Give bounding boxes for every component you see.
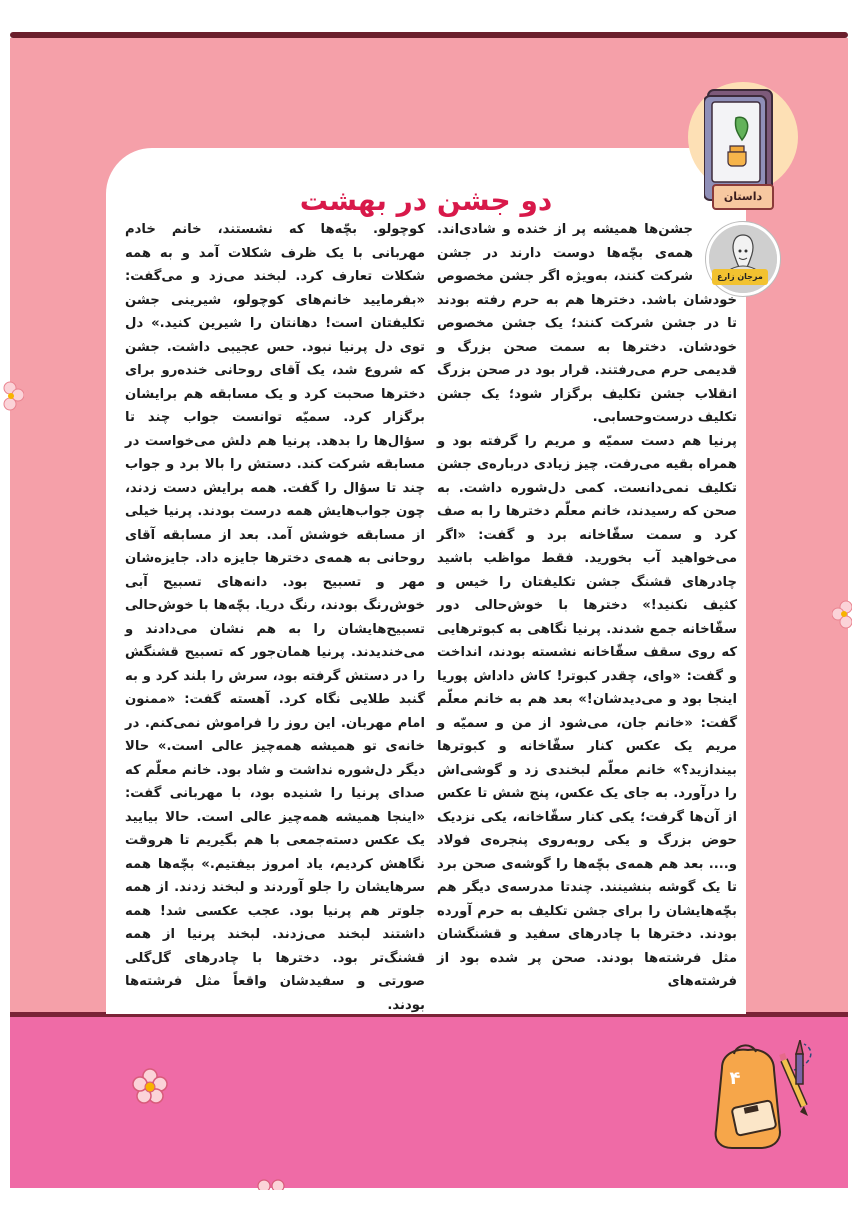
article-title: دو جشن در بهشت (299, 183, 553, 217)
flower-icon (256, 1176, 286, 1190)
flower-icon (2, 380, 24, 414)
flower-icon (132, 1068, 168, 1104)
author-badge-space (699, 220, 767, 288)
genre-label: داستان (712, 184, 774, 210)
page-number: ۴ (729, 1068, 741, 1089)
backpack-icon (708, 1040, 818, 1152)
author-name: مرجان زارع (712, 269, 768, 285)
article-column-right (437, 218, 737, 1008)
article-column-left (125, 218, 425, 1013)
paragraph: پرنیا هم دست سمیّه و مریم را گرفته بود و همراه بقیه می‌رفت. چیز زیادی درباره‌ی جشن تکلیف نمی‌دانست. کمی دل‌شوره داشت. به صحن که رسیدند، خانم معلّم دخترها را به صف کرد و سمت سقّاخانه برد و گفت: «اگر می‌خواهید آب بخورید. فقط مواظب باشید چادرهای قشنگ جشن تکلیفتان را خیس و کثیف نکنید!» دخترها با خوش‌حالی دور سقّاخانه جمع شدند. پرنیا نگاهی به کبوترهایی که روی سقف سقّاخانه نشسته بودند، انداخت و گفت: «وای، چقدر کبوتر! کاش داداش پوریا اینجا بود و می‌دیدشان!» بعد هم به خانم معلّم گفت: «خانم جان، می‌شود از من و سمیّه و مریم یک عکس کنار سقّاخانه و کبوترها بیندازید؟» خانم معلّم لبخندی زد و گوشی‌اش را درآورد. به جای یک عکس، پنج شش تا عکس از آن‌ها گرفت؛ یکی کنار سقّاخانه، یکی نزدیک حوض بزرگ و یکی روبه‌روی پنجره‌ی فولاد و.... بعد هم همه‌ی بچّه‌ها را گوشه‌ی صحن برد تا یک گوشه بنشینند. چندتا مدرسه‌ی دیگر هم بچّه‌هایشان را برای جشن تکلیف به حرم آورده بودند. دخترها با چادرهای سفید و قشنگشان مثل فرشته‌ها بودند. صحن پر شده بود از فرشته‌های (437, 433, 737, 989)
flower-icon (832, 600, 852, 630)
paragraph: کوچولو. بچّه‌ها که نشستند، خانم خادم مهربانی با یک ظرف شکلات آمد و به همه شکلات تعارف کرد. لبخند می‌زد و می‌گفت: «بفرمایید خانم‌های کوچولو، شیرینی جشن تکلیفتان است! دهانتان را شیرین کنید.» دل توی دل پرنیا نبود. حس عجیبی داشت. جشن که شروع شد، یک آقای روحانی خنده‌رو برای دخترها صحبت کرد و یک مسابقه هم برایشان برگزار کرد. سمیّه توانست جواب چند تا سؤال‌ها را بدهد. پرنیا هم دلش می‌خواست در مسابقه شرکت کند. دستش را بالا برد و جواب چند تا سؤال را گفت. همه برایش دست زدند، چون جواب‌هایش همه درست بودند. پرنیا خیلی از مسابقه خوشش آمد. بعد از مسابقه آقای روحانی به همه‌ی دخترها جایزه داد. جایزه‌شان مهر و تسبیح بود. دانه‌های تسبیح آبی خوش‌رنگ بودند، رنگ دریا. بچّه‌ها با خوش‌حالی تسبیح‌هایشان را به هم نشان می‌دادند و می‌خندیدند. پرنیا همان‌جور که تسبیح قشنگش را در دستش گرفته بود، سرش را بلند کرد و به گنبد طلایی نگاه کرد. آهسته گفت: «ممنون امام مهربان. این روز را فراموش نمی‌کنم. در خانه‌ی تو همیشه همه‌چیز عالی است.» حالا دیگر دل‌شوره نداشت و شاد بود. خانم معلّم که صدای پرنیا را شنیده بود، با مهربانی گفت: «اینجا همیشه همه‌چیز عالی است. حالا بیایید یک عکس دسته‌جمعی با هم بگیریم تا هروقت نگاهش کردیم، یاد امروز بیفتیم.» بچّه‌ها همه سرهایشان را جلو آوردند و لبخند زدند. از همه جلوتر هم پرنیا بود. عجب عکسی شد! همه داشتند لبخند می‌زدند. لبخند پرنیا از همه قشنگ‌تر بود. دخترها با چادرهای گل‌گلی صورتی و سفیدشان واقعاً مثل فرشته‌ها بودند. (125, 222, 425, 1013)
paragraph: جشن‌ها همیشه پر از خنده و شادی‌اند. همه‌ی بچّه‌ها دوست دارند در جشن شرکت کنند، به‌ویژه اگر جشن مخصوص خودشان باشد. دخترها هم به حرم رفته بودند تا در جشن شرکت کنند؛ یک جشن مخصوص خودشان. دخترها به سمت صحن بزرگ و قدیمی حرم می‌رفتند. قرار بود در صحن بزرگ انقلاب جشن تکلیف برگزار شود؛ یک جشن تکلیف درست‌وحسابی. (437, 222, 737, 425)
top-border (10, 32, 848, 38)
